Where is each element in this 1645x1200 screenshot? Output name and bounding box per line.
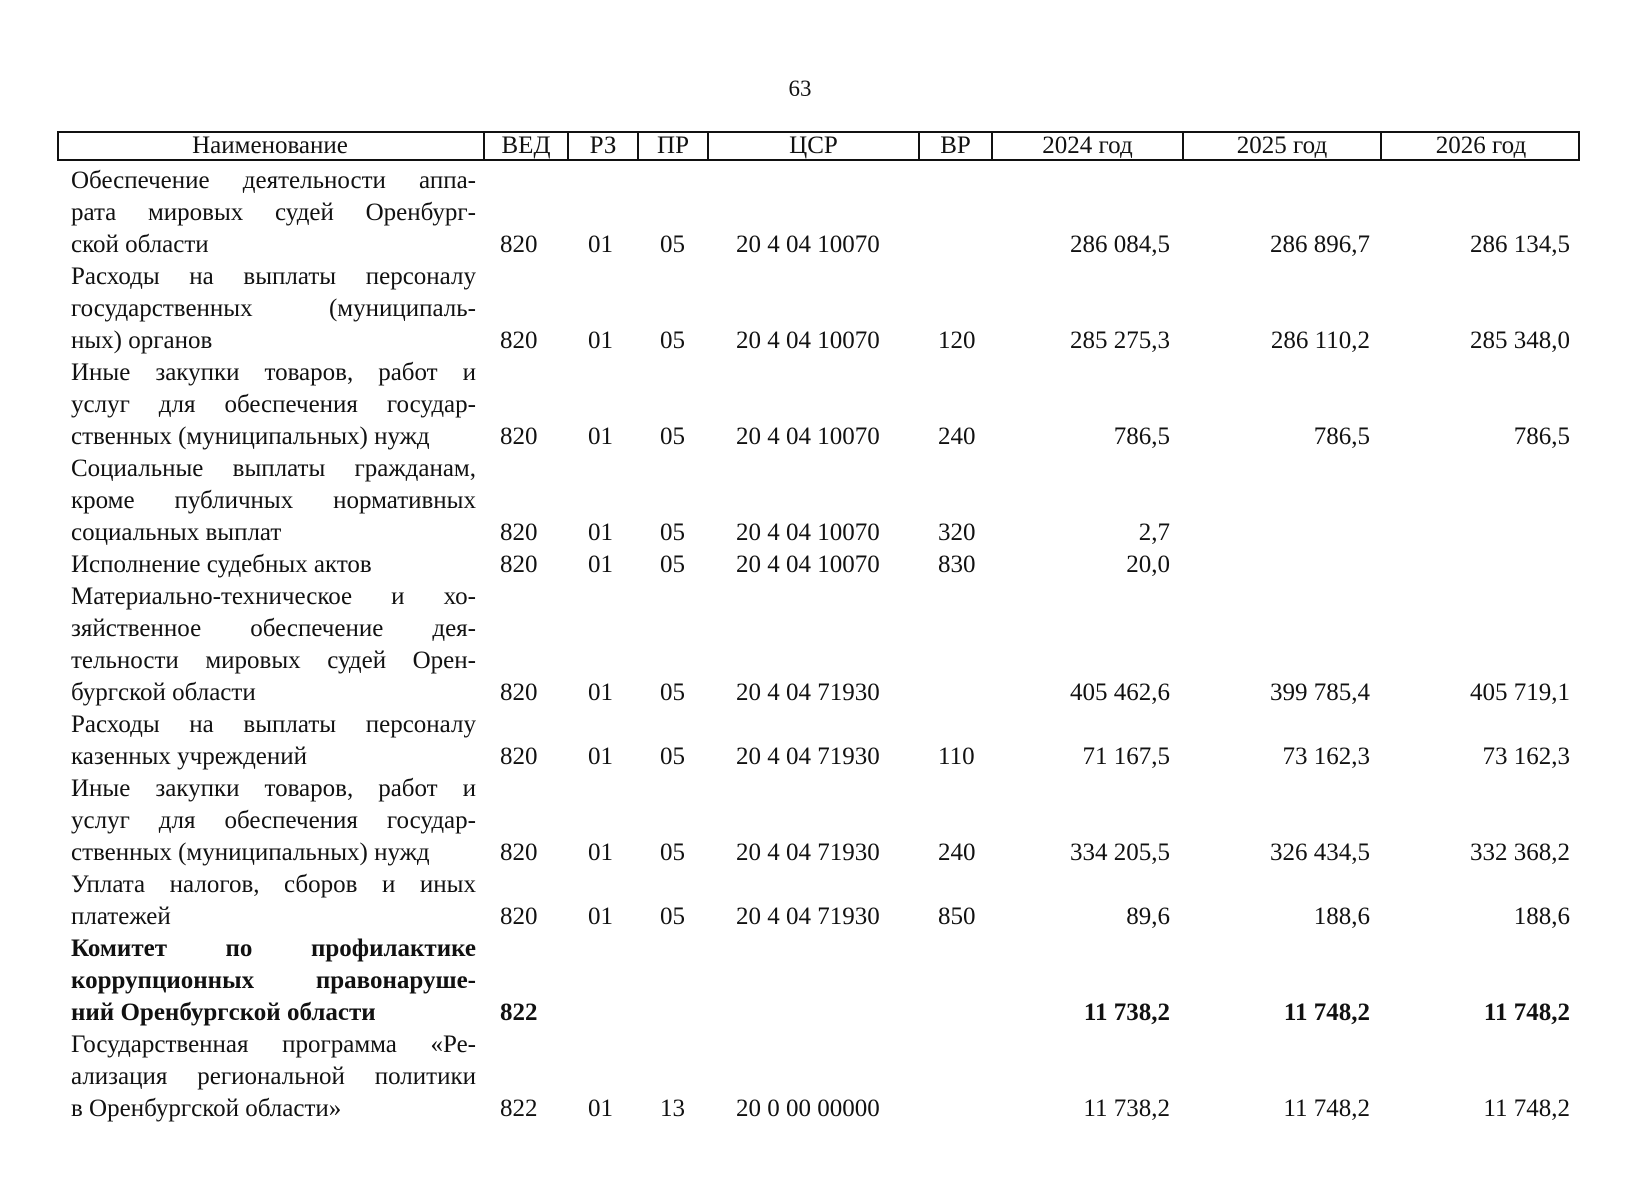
cell-rz: 01: [588, 903, 613, 930]
row-name-line: Обеспечение деятельности аппа-: [71, 167, 476, 194]
cell-vr: 240: [938, 423, 976, 450]
row-name-line: платежей: [71, 903, 171, 930]
row-name-line: ственных (муниципальных) нужд: [71, 839, 430, 866]
cell-2025: 11 748,2: [1283, 1095, 1370, 1122]
cell-2024: 786,5: [1113, 423, 1170, 450]
header-2025: 2025 год: [1184, 131, 1382, 161]
row-name-line: кроме публичных нормативных: [71, 487, 476, 514]
cell-pr: 05: [660, 743, 685, 770]
header-pr: ПР: [639, 131, 709, 161]
cell-ved: 820: [500, 327, 538, 354]
row-name-line: коррупционных правонаруше-: [71, 967, 476, 994]
cell-2025: 786,5: [1313, 423, 1370, 450]
row-name-line: Иные закупки товаров, работ и: [71, 775, 476, 802]
cell-vr: 850: [938, 903, 976, 930]
cell-csr: 20 4 04 10070: [736, 519, 880, 546]
cell-pr: 05: [660, 231, 685, 258]
cell-rz: 01: [588, 743, 613, 770]
cell-2024: 11 738,2: [1083, 999, 1170, 1026]
cell-2024: 286 084,5: [1070, 231, 1170, 258]
cell-2026: 405 719,1: [1470, 679, 1570, 706]
cell-2024: 20,0: [1126, 551, 1170, 578]
cell-2025: 188,6: [1313, 903, 1370, 930]
row-name-line: Материально-техническое и хо-: [71, 583, 476, 610]
cell-ved: 820: [500, 519, 538, 546]
cell-pr: 13: [660, 1095, 685, 1122]
row-name-line: Расходы на выплаты персоналу: [71, 263, 476, 290]
row-name-line: в Оренбургской области»: [71, 1095, 342, 1122]
cell-vr: 830: [938, 551, 976, 578]
row-name-line: государственных (муниципаль-: [71, 295, 476, 322]
cell-rz: 01: [588, 1095, 613, 1122]
row-name-line: Комитет по профилактике: [71, 935, 476, 962]
cell-csr: 20 4 04 71930: [736, 679, 880, 706]
cell-rz: 01: [588, 327, 613, 354]
row-name-line: рата мировых судей Оренбург-: [71, 199, 476, 226]
row-name-line: ализация региональной политики: [71, 1063, 476, 1090]
row-name-line: социальных выплат: [71, 519, 282, 546]
cell-ved: 822: [500, 1095, 538, 1122]
header-vr: ВР: [920, 131, 993, 161]
row-name-line: Иные закупки товаров, работ и: [71, 359, 476, 386]
cell-ved: 822: [500, 999, 538, 1026]
cell-csr: 20 4 04 71930: [736, 743, 880, 770]
cell-pr: 05: [660, 519, 685, 546]
row-name-line: тельности мировых судей Орен-: [71, 647, 476, 674]
cell-csr: 20 0 00 00000: [736, 1095, 880, 1122]
cell-rz: 01: [588, 839, 613, 866]
cell-2025: 326 434,5: [1270, 839, 1370, 866]
cell-rz: 01: [588, 423, 613, 450]
cell-pr: 05: [660, 551, 685, 578]
cell-2024: 71 167,5: [1082, 743, 1170, 770]
cell-2024: 405 462,6: [1070, 679, 1170, 706]
cell-2024: 334 205,5: [1070, 839, 1170, 866]
cell-csr: 20 4 04 71930: [736, 903, 880, 930]
header-name: Наименование: [57, 131, 485, 161]
row-name-line: Социальные выплаты гражданам,: [71, 455, 476, 482]
cell-2025: 286 896,7: [1270, 231, 1370, 258]
cell-2025: 399 785,4: [1270, 679, 1370, 706]
cell-pr: 05: [660, 903, 685, 930]
cell-ved: 820: [500, 679, 538, 706]
cell-2025: 73 162,3: [1282, 743, 1370, 770]
cell-2025: 286 110,2: [1270, 327, 1370, 354]
cell-vr: 120: [938, 327, 976, 354]
cell-2026: 73 162,3: [1482, 743, 1570, 770]
cell-csr: 20 4 04 10070: [736, 327, 880, 354]
cell-vr: 320: [938, 519, 976, 546]
row-name-line: услуг для обеспечения государ-: [71, 391, 476, 418]
row-name-line: казенных учреждений: [71, 743, 308, 770]
cell-ved: 820: [500, 903, 538, 930]
cell-2026: 11 748,2: [1483, 1095, 1570, 1122]
row-name-line: ний Оренбургской области: [71, 999, 376, 1026]
cell-pr: 05: [660, 839, 685, 866]
cell-ved: 820: [500, 839, 538, 866]
cell-ved: 820: [500, 231, 538, 258]
cell-2026: 285 348,0: [1470, 327, 1570, 354]
header-2026: 2026 год: [1435, 132, 1527, 159]
cell-csr: 20 4 04 71930: [736, 839, 880, 866]
cell-vr: 240: [938, 839, 976, 866]
cell-2026: 11 748,2: [1483, 999, 1570, 1026]
row-name-line: услуг для обеспечения государ-: [71, 807, 476, 834]
row-name-line: Государственная программа «Ре-: [71, 1031, 476, 1058]
cell-csr: 20 4 04 10070: [736, 423, 880, 450]
cell-csr: 20 4 04 10070: [736, 231, 880, 258]
cell-2024: 2,7: [1138, 519, 1170, 546]
cell-2025: 11 748,2: [1283, 999, 1370, 1026]
header-2024: 2024 год: [993, 131, 1184, 161]
cell-rz: 01: [588, 551, 613, 578]
cell-2026: 332 368,2: [1470, 839, 1570, 866]
cell-2024: 285 275,3: [1070, 327, 1170, 354]
cell-ved: 820: [500, 423, 538, 450]
cell-2024: 11 738,2: [1083, 1095, 1170, 1122]
cell-csr: 20 4 04 10070: [736, 551, 880, 578]
row-name-line: ственных (муниципальных) нужд: [71, 423, 430, 450]
cell-2026: 188,6: [1513, 903, 1570, 930]
row-name-line: Расходы на выплаты персоналу: [71, 711, 476, 738]
cell-rz: 01: [588, 231, 613, 258]
cell-pr: 05: [660, 327, 685, 354]
cell-2026: 286 134,5: [1470, 231, 1570, 258]
row-name-line: ных) органов: [71, 327, 213, 354]
cell-ved: 820: [500, 551, 538, 578]
header-rz: РЗ: [569, 131, 639, 161]
row-name-line: Уплата налогов, сборов и иных: [71, 871, 476, 898]
cell-pr: 05: [660, 423, 685, 450]
cell-rz: 01: [588, 519, 613, 546]
row-name-line: зяйственное обеспечение дея-: [71, 615, 476, 642]
row-name-line: ской области: [71, 231, 209, 258]
page-number: 63: [788, 76, 812, 101]
cell-2026: 786,5: [1513, 423, 1570, 450]
header-ved: ВЕД: [485, 131, 569, 161]
row-name-line: Исполнение судебных актов: [71, 551, 372, 578]
cell-rz: 01: [588, 679, 613, 706]
header-csr: ЦСР: [709, 131, 920, 161]
cell-2024: 89,6: [1126, 903, 1170, 930]
cell-ved: 820: [500, 743, 538, 770]
cell-pr: 05: [660, 679, 685, 706]
cell-vr: 110: [938, 743, 975, 770]
row-name-line: бургской области: [71, 679, 256, 706]
